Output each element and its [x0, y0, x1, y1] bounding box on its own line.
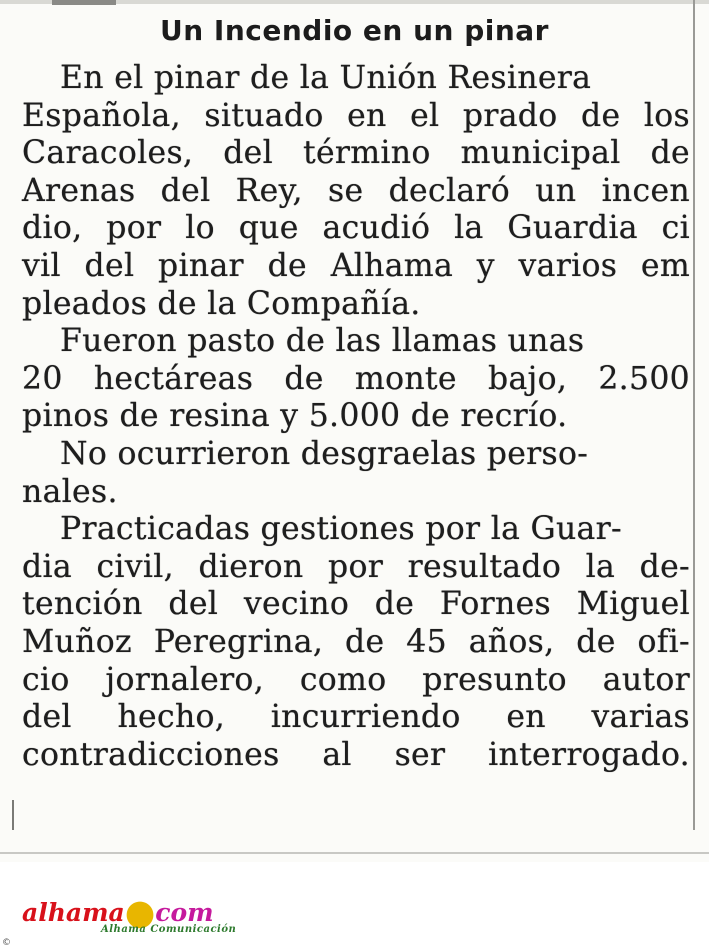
bottom-border	[0, 852, 709, 854]
article-line: Practicadas gestiones por la Guar-	[60, 511, 622, 548]
article-line: En el pinar de la Unión Resinera	[60, 60, 592, 96]
copyright-symbol: ©	[2, 938, 11, 948]
article-body	[22, 60, 690, 774]
article-headline: Un Incendio en un pinar	[160, 14, 549, 47]
article-line: tención del vecino de Fornes Miguel	[22, 586, 690, 623]
article-line: dia civil, dieron por resultado la de-	[22, 548, 690, 585]
article-line: nales.	[22, 473, 118, 510]
article-line: del hecho, incurriendo en varias	[22, 699, 690, 736]
logo-text-alhama: alhama	[22, 898, 125, 927]
article-line: Muñoz Peregrina, de 45 años, de ofi-	[22, 623, 690, 660]
article-line: vil del pinar de Alhama y varios em	[22, 247, 690, 284]
article-line: dio, por lo que acudió la Guardia ci	[22, 210, 690, 247]
article-line: Arenas del Rey, se declaró un incen	[22, 172, 690, 209]
logo-tagline: Alhama Comunicación	[101, 924, 237, 935]
article-line: pleados de la Compañía.	[22, 285, 421, 322]
column-divider	[693, 0, 695, 830]
article-line: contradicciones al ser interrogado.	[22, 736, 690, 773]
article-line: 20 hectáreas de monte bajo, 2.500	[22, 360, 690, 397]
article-line: Española, situado en el prado de los	[22, 97, 690, 134]
previous-article-fragment	[52, 0, 116, 5]
article-line: Fueron pasto de las llamas unas	[60, 323, 585, 360]
article-line: No ocurrieron desgraelas perso-	[60, 435, 589, 472]
article-line: cio jornalero, como presunto autor	[22, 661, 690, 698]
logo-text-com: com	[155, 898, 214, 927]
article-line: Caracoles, del término municipal de	[22, 135, 690, 172]
left-edge-mark	[12, 800, 14, 830]
article-line: pinos de resina y 5.000 de recrío.	[22, 398, 568, 435]
logo-dot-icon: ●	[124, 892, 156, 933]
